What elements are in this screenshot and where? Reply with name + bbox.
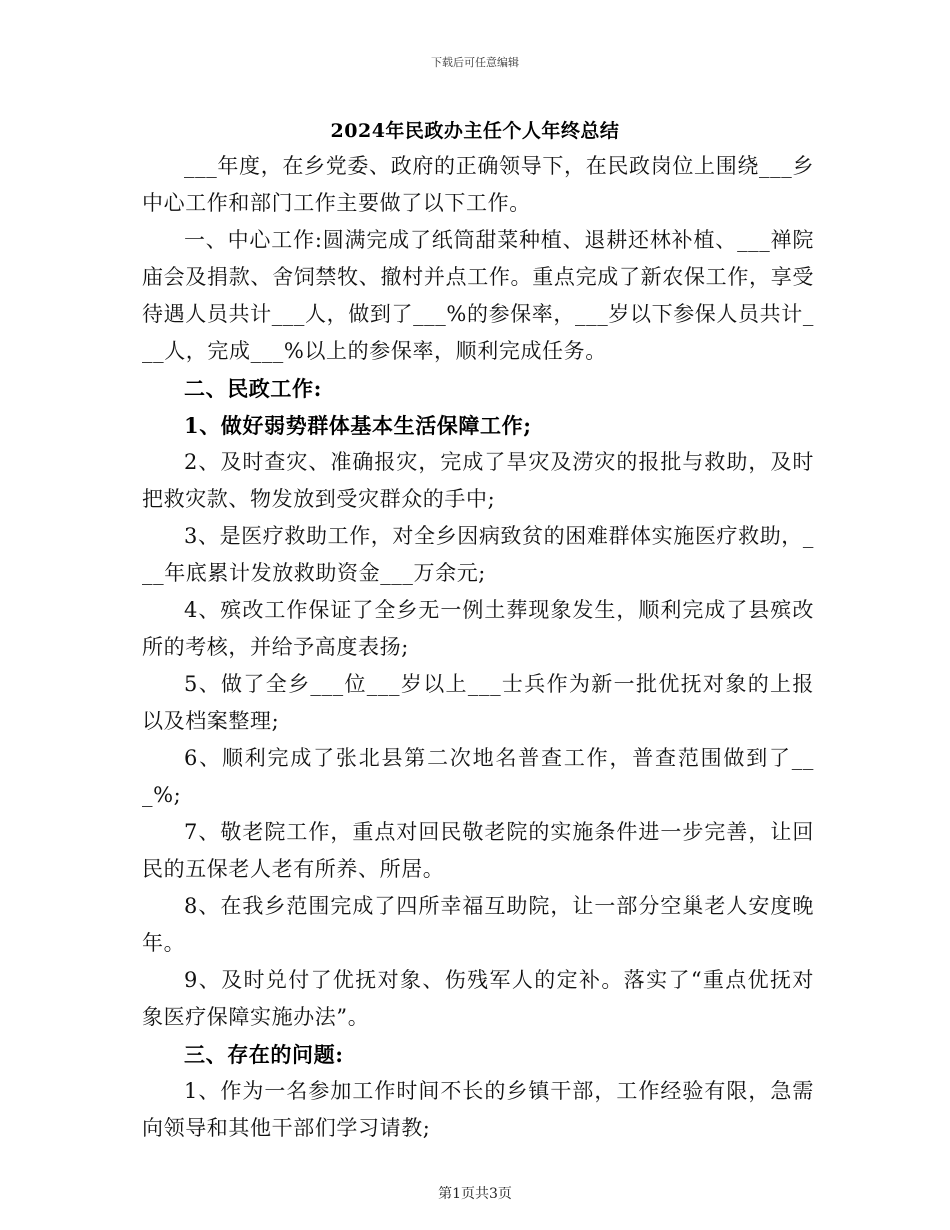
paragraph: 2、及时查灾、准确报灾，完成了旱灾及涝灾的报批与救助，及时把救灾款、物发放到受灾群众的手中; — [142, 450, 814, 511]
paragraph: 3、是医疗救助工作，对全乡因病致贫的困难群体实施医疗救助，___年底累计发放救助资金___万余元; — [142, 524, 814, 585]
document-body — [142, 148, 814, 1147]
paragraph: 7、敬老院工作，重点对回民敬老院的实施条件进一步完善，让回民的五保老人老有所养、所居。 — [142, 820, 814, 881]
page-title: 2024年民政办主任个人年终总结 — [330, 120, 620, 142]
paragraph: 1、作为一名参加工作时间不长的乡镇干部，工作经验有限，急需向领导和其他干部们学习请教; — [142, 1079, 814, 1140]
paragraph: 5、做了全乡___位___岁以上___士兵作为新一批优抚对象的上报以及档案整理; — [142, 672, 814, 733]
paragraph: 6、顺利完成了张北县第二次地名普查工作，普查范围做到了___%; — [142, 746, 814, 807]
section-heading: 三、存在的问题: — [184, 1042, 344, 1067]
paragraph: ___年度，在乡党委、政府的正确领导下，在民政岗位上围绕___乡中心工作和部门工作主要做了以下工作。 — [142, 154, 814, 215]
paragraph: 4、殡改工作保证了全乡无一例土葬现象发生，顺利完成了县殡改所的考核，并给予高度表扬; — [142, 598, 814, 659]
paragraph: 9、及时兑付了优抚对象、伤残军人的定补。落实了“重点优抚对象医疗保障实施办法”。 — [142, 968, 814, 1029]
section-heading: 二、民政工作: — [184, 376, 322, 401]
header-note: 下载后可任意编辑 — [431, 56, 519, 69]
page-number: 第1页共3页 — [438, 1186, 512, 1202]
paragraph: 一、中心工作:圆满完成了纸筒甜菜种植、退耕还林补植、___禅院庙会及捐款、舍饲禁牧、撤村并点工作。重点完成了新农保工作，享受待遇人员共计___人，做到了___%的参保率，___岁以下参保人员共计___人，完成___%以上的参保率，顺利完成任务。 — [142, 228, 814, 363]
paragraph: 8、在我乡范围完成了四所幸福互助院，让一部分空巢老人安度晚年。 — [142, 894, 814, 955]
section-heading: 1、做好弱势群体基本生活保障工作; — [184, 413, 532, 438]
